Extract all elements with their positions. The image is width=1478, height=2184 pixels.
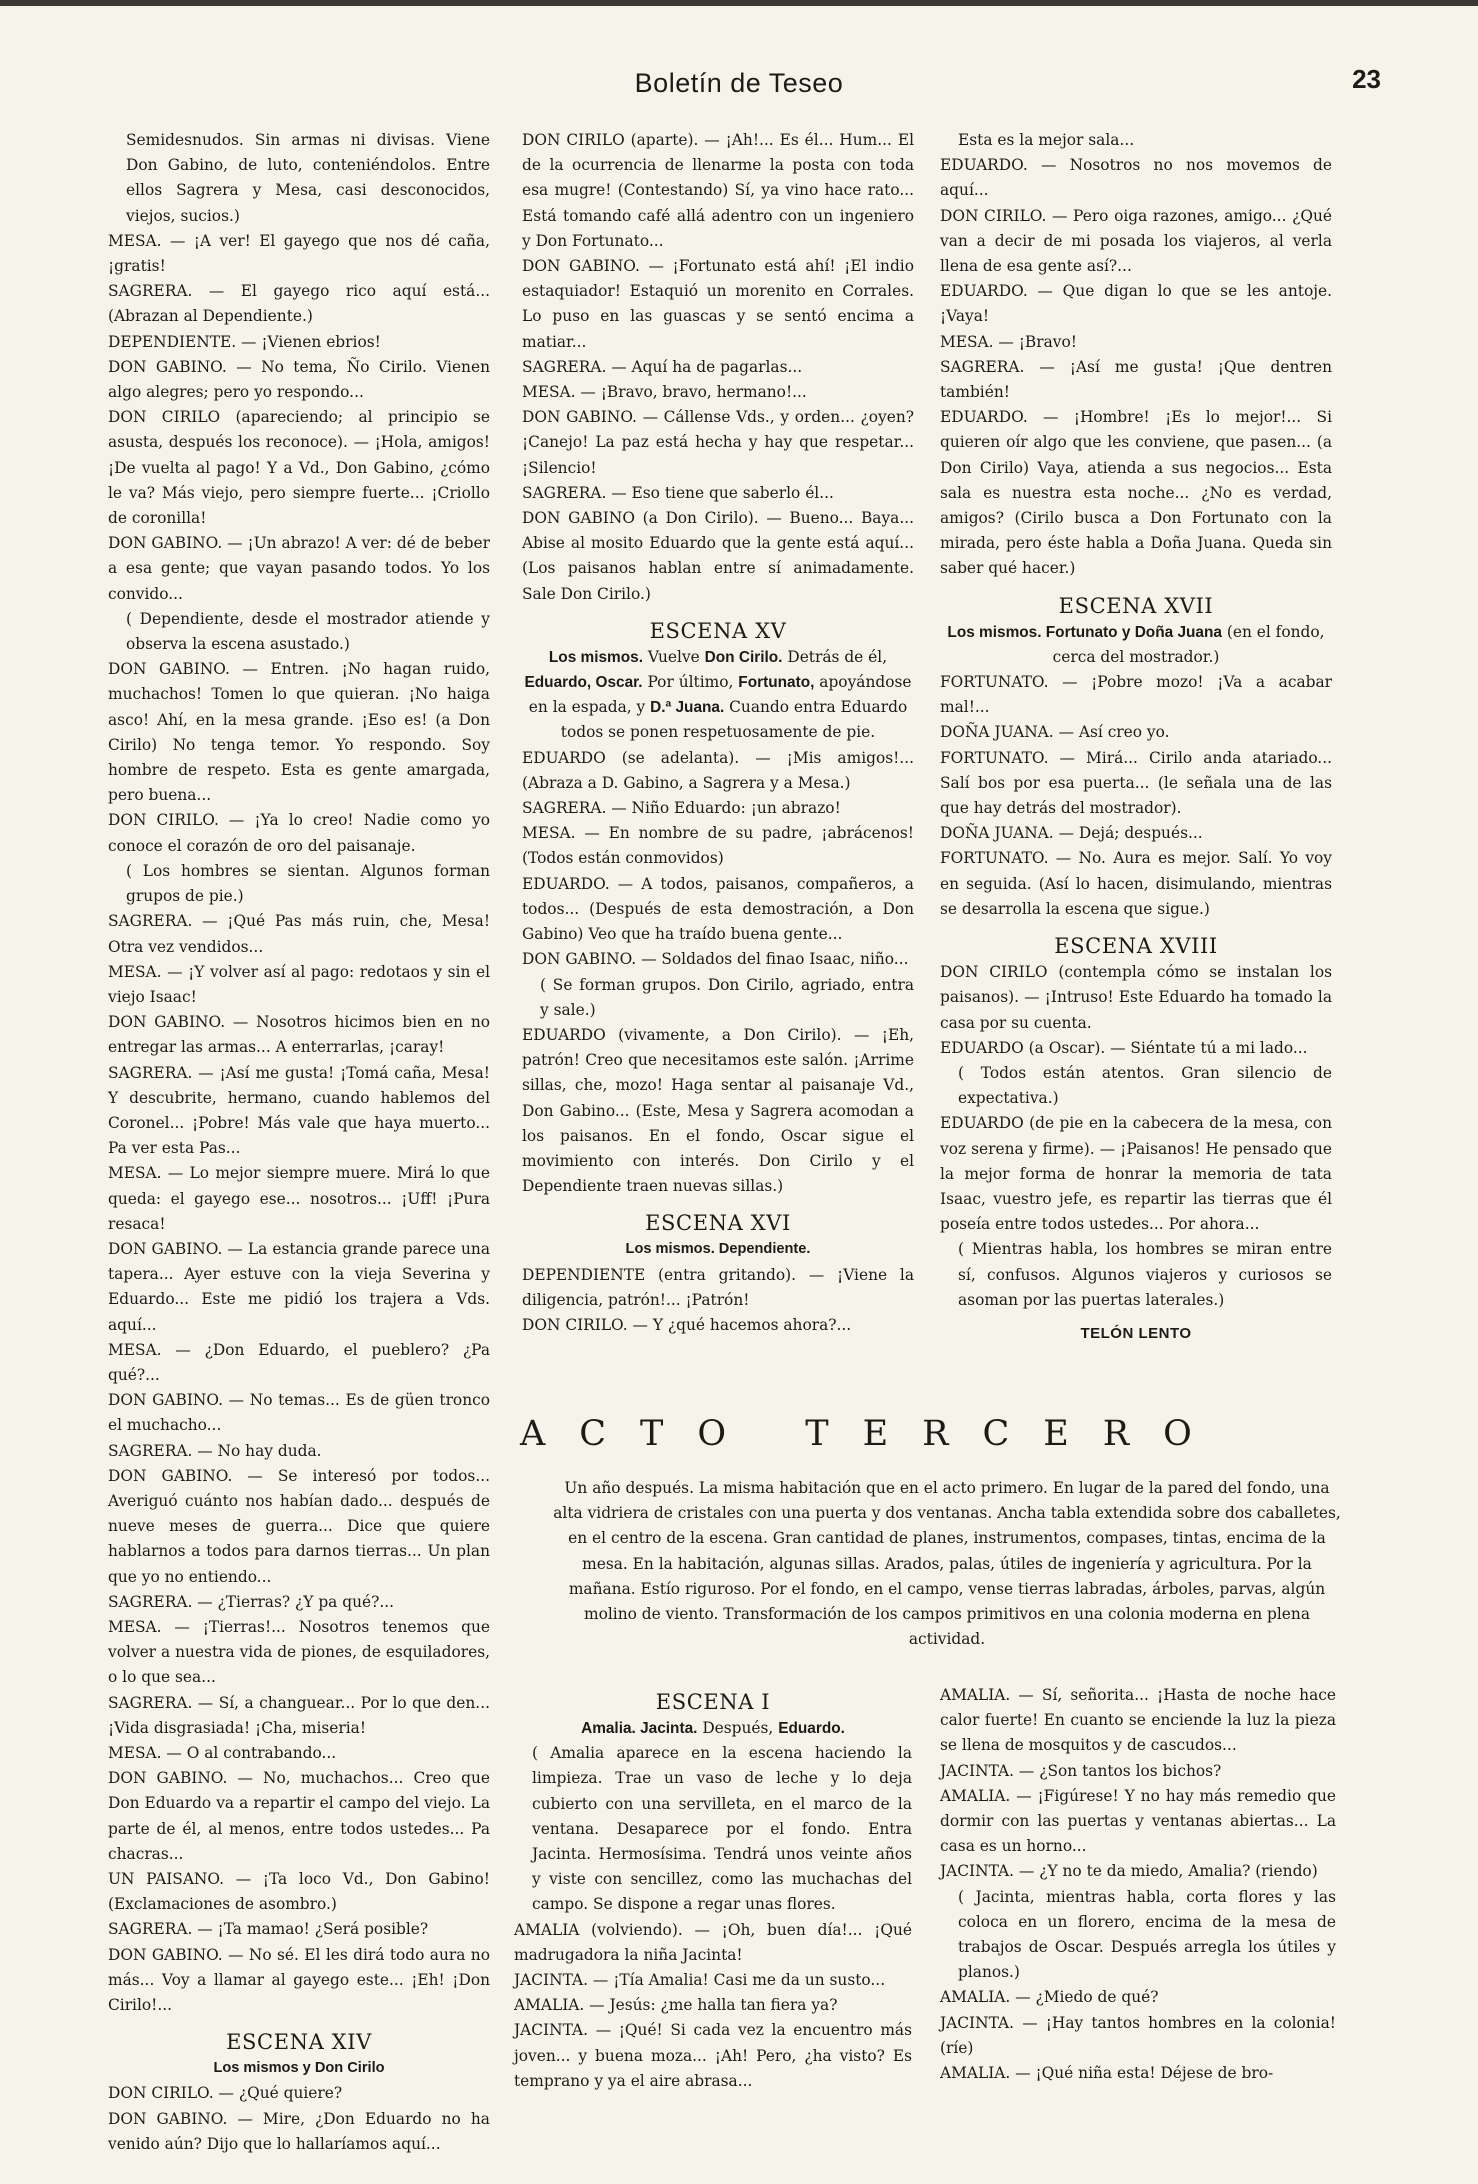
stage-direction: ( Amalia aparece en la escena haciendo la limpieza. Trae un vaso de leche y lo deja cubierto con una servilleta, en el marco de la ventana. Desaparece por el fondo. Entra Jacinta. Hermosísima. Tendrá unos veinte años y viste con sencillez, como las muchachas del campo. Se dispone a regar unas flores.	[532, 1744, 912, 1914]
dialogue-line: AMALIA (volviendo). — ¡Oh, buen día!... ¡Qué madrugadora la niña Jacinta!	[514, 1920, 912, 1964]
scene-characters: Amalia. Jacinta. Después, Eduardo.	[581, 1719, 845, 1737]
dialogue-line: SAGRERA. — ¿Tierras? ¿Y pa qué?...	[108, 1592, 395, 1611]
dialogue-line: SAGRERA. — Aquí ha de pagarlas...	[522, 357, 803, 376]
dialogue-line: SAGRERA. — No hay duda.	[108, 1441, 322, 1460]
dialogue-line: DOÑA JUANA. — Así creo yo.	[940, 723, 1170, 742]
scene-characters: Los mismos y Don Cirilo	[213, 2060, 385, 2077]
dialogue-line: AMALIA. — ¡Qué niña esta! Déjese de bro-	[940, 2064, 1274, 2083]
dialogue-line: DON CIRILO. — Pero oiga razones, amigo... ¿Qué van a decir de mi posada los viajeros, al verla llena de esa gente así?...	[940, 206, 1332, 276]
dialogue-line: SAGRERA. — El gayego rico aquí está... (Abrazan al Dependiente.)	[108, 282, 490, 326]
act-description: Un año después. La misma habitación que en el acto primero. En lugar de la pared del fondo, una alta vidriera de cristales con una puerta y dos ventanas. Ancha tabla extendida sobre dos caballetes, en el centro de la escena. Gran cantidad de planes, instrumentos, compases, tintas, encima de la mesa. En la habitación, algunas sillas. Arados, palas, útiles de ingeniería y agricultura. Por la mañana. Estío riguroso. Por el fondo, en el campo, vense tierras labradas, árboles, parvas, algún molino de viento. Transformación de los campos primitivos en una colonia moderna en plena actividad.	[553, 1479, 1341, 1649]
stage-direction: ( Dependiente, desde el mostrador atiende y observa la escena asustado.)	[126, 609, 490, 654]
dialogue-line: EDUARDO. — A todos, paisanos, compañeros, a todos... (Después de esta demostración, a Don Gabino) Veo que ha traído buena gente...	[522, 874, 914, 944]
page-number: 23	[1352, 64, 1381, 94]
dialogue-line: DON GABINO (a Don Cirilo). — Bueno... Baya... Abise al mosito Eduardo que la gente está aquí... (Los paisanos hablan entre sí animadamente. Sale Don Cirilo.)	[522, 509, 914, 603]
dialogue-line: EDUARDO (a Oscar). — Siéntate tú a mi lado...	[940, 1038, 1308, 1057]
dialogue-line: DON GABINO. — Soldados del finao Isaac, niño...	[522, 950, 909, 969]
dialogue-line: AMALIA. — Jesús: ¿me halla tan fiera ya?	[514, 1996, 838, 2015]
dialogue-line: JACINTA. — ¿Y no te da miedo, Amalia? (riendo)	[940, 1862, 1318, 1881]
scene-heading: ESCENA XVII	[1058, 593, 1214, 618]
dialogue-line: SAGRERA. — ¡Qué Pas más ruin, che, Mesa! Otra vez vendidos...	[108, 912, 490, 956]
dialogue-line: MESA. — ¡A ver! El gayego que nos dé caña, ¡gratis!	[108, 231, 490, 276]
dialogue-line: DON GABINO. — Entren. ¡No hagan ruido, muchachos! Tomen lo que quieran. ¡No haiga asco! Ahí, en la mesa grande. ¡Eso es! (a Don Cirilo) No tenga temor. Yo respondo. Soy hombre de respeto. Esta es gente amargada, pero buena...	[108, 660, 490, 805]
dialogue-line: DON GABINO. — Nosotros hicimos bien en no entregar las armas... A enterrarlas, ¡caray!	[108, 1013, 490, 1057]
scene-characters: Los mismos. Fortunato y Doña Juana (en el fondo, cerca del mostrador.)	[947, 622, 1325, 666]
act-heading: ACTO TERCERO	[520, 1414, 1226, 1454]
dialogue-line: DON GABINO. — ¡Un abrazo! A ver: dé de beber a esa gente; que vayan pasando todos. Yo los convido...	[108, 534, 490, 603]
dialogue-line: JACINTA. — ¡Tía Amalia! Casi me da un susto...	[514, 1971, 886, 1990]
dialogue-line: MESA. — En nombre de su padre, ¡abrácenos! (Todos están conmovidos)	[522, 824, 914, 868]
dialogue-line: MESA. — Lo mejor siempre muere. Mirá lo que queda: el gayego ese... nosotros... ¡Uff! ¡Pura resaca!	[108, 1164, 490, 1233]
dialogue-line: JACINTA. — ¡Qué! Si cada vez la encuentro más joven... y buena moza... ¡Ah! Pero, ¿ha visto? Es temprano y ya el aire abrasa...	[514, 2021, 912, 2090]
dialogue-line: EDUARDO (se adelanta). — ¡Mis amigos!... (Abraza a D. Gabino, a Sagrera y a Mesa.)	[522, 748, 914, 792]
dialogue-line: DOÑA JUANA. — Dejá; después...	[940, 824, 1203, 843]
dialogue-line: SAGRERA. — Eso tiene que saberlo él...	[522, 483, 834, 502]
stage-direction: ( Jacinta, mientras habla, corta flores y las coloca en un florero, encima de la mesa de trabajos de Oscar. Después arregla los útiles y planos.)	[958, 1887, 1336, 1982]
dialogue-line: MESA. — ¡Bravo, bravo, hermano!...	[522, 383, 807, 402]
dialogue-line: SAGRERA. — ¡Ta mamao! ¿Será posible?	[108, 1920, 429, 1939]
dialogue-line: MESA. — O al contrabando...	[108, 1744, 337, 1762]
scene-heading: ESCENA XIV	[226, 2030, 372, 2055]
scene-heading: ESCENA XVI	[645, 1211, 791, 1236]
dialogue-line: DON CIRILO (contempla cómo se instalan los paisanos). — ¡Intruso! Este Eduardo ha tomado la casa por su cuenta.	[940, 963, 1332, 1032]
stage-direction: ( Se forman grupos. Don Cirilo, agriado, entra y sale.)	[540, 975, 914, 1019]
dialogue-line: DON GABINO. — Mire, ¿Don Eduardo no ha venido aún? Dijo que lo hallaríamos aquí...	[108, 2109, 490, 2153]
dialogue-line: EDUARDO (vivamente, a Don Cirilo). — ¡Eh, patrón! Creo que necesitamos este salón. ¡Arrime sillas, che, mozo! Haga sentar al paisanaje Vd., Don Gabino... (Este, Mesa y Sagrera acomodan a los paisanos. En el fondo, Oscar sigue el movimiento con interés. Don Cirilo y el Dependiente traen nuevas sillas.)	[522, 1025, 914, 1196]
dialogue-line: JACINTA. — ¿Son tantos los bichos?	[940, 1761, 1222, 1780]
scene-heading: ESCENA XVIII	[1054, 934, 1218, 959]
scene-characters: Los mismos. Vuelve Don Cirilo. Detrás de él, Eduardo, Oscar. Por último, Fortunato, apoyándose en la espada, y D.ª Juana. Cuando entra Eduardo todos se ponen respetuosamente de pie.	[524, 647, 912, 742]
dialogue-line: MESA. — ¡Bravo!	[940, 332, 1077, 351]
dialogue-line: SAGRERA. — Niño Eduardo: ¡un abrazo!	[522, 799, 841, 818]
column-lower-right	[940, 1683, 1336, 2086]
dialogue-line: MESA. — ¡Y volver así al pago: redotaos y sin el viejo Isaac!	[108, 962, 490, 1006]
dialogue-line: DEPENDIENTE. — ¡Vienen ebrios!	[108, 332, 381, 351]
dialogue-line: DON CIRILO. — ¡Ya lo creo! Nadie como yo conoce el corazón de oro del paisanaje.	[108, 811, 490, 855]
dialogue-line: AMALIA. — Sí, señorita... ¡Hasta de noche hace calor fuerte! En cuanto se enciende la luz la pieza se llena de mosquitos y de cascudos...	[940, 1686, 1336, 1755]
dialogue-line: EDUARDO. — ¡Hombre! ¡Es lo mejor!... Si quieren oír algo que les conviene, que pasen... (a Don Cirilo) Vaya, atienda a sus negocios... Esta sala es nuestra esta noche... ¿No es verdad, amigos? (Cirilo busca a Don Fortunato con la mirada, pero éste habla a Doña Juana. Queda sin saber qué hacer.)	[940, 408, 1332, 578]
dialogue-line: DON CIRILO. — ¿Qué quiere?	[108, 2084, 343, 2103]
dialogue-line: Esta es la mejor sala...	[958, 131, 1135, 149]
column-left	[108, 128, 490, 2157]
stage-direction: ( Mientras habla, los hombres se miran entre sí, confusos. Algunos viajeros y curiosos se asoman por las puertas laterales.)	[958, 1240, 1332, 1309]
dialogue-line: DON GABINO. — No temas... Es de güen tronco el muchacho...	[108, 1391, 490, 1435]
dialogue-line: DON CIRILO. — Y ¿qué hacemos ahora?...	[522, 1315, 852, 1334]
stage-direction: ( Los hombres se sientan. Algunos forman grupos de pie.)	[126, 861, 490, 906]
dialogue-line: SAGRERA. — Sí, a changuear... Por lo que den... ¡Vida disgrasiada! ¡Cha, miseria!	[108, 1693, 490, 1737]
dialogue-line: JACINTA. — ¡Hay tantos hombres en la colonia! (ríe)	[940, 2013, 1336, 2057]
journal-title: Boletín de Teseo	[634, 68, 844, 98]
column-right	[940, 128, 1332, 1346]
dialogue-line: AMALIA. — ¡Figúrese! Y no hay más remedio que dormir con las puertas y ventanas abiertas... La casa es un horno...	[940, 1786, 1336, 1856]
stage-direction: Semidesnudos. Sin armas ni divisas. Viene Don Gabino, de luto, conteniéndolos. Entre ellos Sagrera y Mesa, casi desconocidos, viejos, sucios.)	[126, 131, 490, 225]
dialogue-line: FORTUNATO. — ¡Pobre mozo! ¡Va a acabar mal!...	[940, 673, 1332, 717]
dialogue-line: SAGRERA. — ¡Así me gusta! ¡Que dentren también!	[940, 357, 1332, 402]
top-edge	[0, 0, 1478, 6]
dialogue-line: DON GABINO. — No tema, Ño Cirilo. Vienen algo alegres; pero yo respondo...	[108, 357, 490, 402]
stage-direction: ( Todos están atentos. Gran silencio de expectativa.)	[958, 1063, 1332, 1108]
dialogue-line: EDUARDO (de pie en la cabecera de la mesa, con voz serena y firme). — ¡Paisanos! He pensado que la mejor forma de honrar la memoria de tata Isaac, vuestro jefe, es repartir las tierras que él poseía entre todos ustedes... Por ahora...	[940, 1114, 1332, 1234]
dialogue-line: FORTUNATO. — Mirá... Cirilo anda atariado... Salí bos por esa puerta... (le señala una de las que hay detrás del mostrador).	[940, 748, 1332, 818]
dialogue-line: DON GABINO. — La estancia grande parece una tapera... Ayer estuve con la vieja Severina y Eduardo... Este me pidió los trajera a Vds. aquí...	[108, 1239, 490, 1334]
dialogue-line: DON GABINO. — Se interesó por todos... Averiguó cuánto nos habían dado... después de nueve meses de guerra... Dice que quiere hablarnos a todos para darnos tierras... Un plan que yo no entiendo...	[108, 1466, 490, 1586]
dialogue-line: DEPENDIENTE (entra gritando). — ¡Viene la diligencia, patrón!... ¡Patrón!	[522, 1265, 914, 1309]
dialogue-line: EDUARDO. — Nosotros no nos movemos de aquí...	[940, 156, 1332, 200]
dialogue-line: DON CIRILO (apareciendo; al principio se asusta, después los reconoce). — ¡Hola, amigos! ¡De vuelta al pago! Y a Vd., Don Gabino, ¿cómo le va? Más viejo, pero siempre fuerte... ¡Criollo de coronilla!	[108, 408, 490, 528]
curtain-note: TELÓN LENTO	[1080, 1324, 1192, 1342]
dialogue-line: DON GABINO. — No, muchachos... Creo que Don Eduardo va a repartir el campo del viejo. La parte de él, al menos, entre todos ustedes... Pa chacras...	[108, 1769, 490, 1863]
dialogue-line: EDUARDO. — Que digan lo que se les antoje. ¡Vaya!	[940, 282, 1332, 326]
column-middle	[522, 128, 914, 1338]
dialogue-line: SAGRERA. — ¡Así me gusta! ¡Tomá caña, Mesa! Y descubrite, hermano, cuando hablemos del Coronel... ¡Pobre! Más vale que haya muerto... Pa ver esta Pas...	[108, 1063, 490, 1158]
dialogue-line: AMALIA. — ¿Miedo de qué?	[940, 1988, 1159, 2007]
dialogue-line: MESA. — ¡Tierras!... Nosotros tenemos que volver a nuestra vida de piones, de esquiladores, o lo que sea...	[108, 1617, 490, 1687]
dialogue-line: DON CIRILO (aparte). — ¡Ah!... Es él... Hum... El de la ocurrencia de llenarme la posta con toda esa mugre! (Contestando) Sí, ya vino hace rato... Está tomando café allá adentro con un ingeniero y Don Fortunato...	[522, 131, 914, 250]
dialogue-line: DON GABINO. — Cállense Vds., y orden... ¿oyen? ¡Canejo! La paz está hecha y hay que respetar... ¡Silencio!	[522, 408, 914, 477]
dialogue-line: DON GABINO. — ¡Fortunato está ahí! ¡El indio estaquiador! Estaquió un morenito en Corrales. Lo puso en las guascas y se sentó encima a matiar...	[522, 257, 914, 351]
dialogue-line: DON GABINO. — No sé. El les dirá todo aura no más... Voy a llamar al gayego este... ¡Eh! ¡Don Cirilo!...	[108, 1945, 490, 2015]
dialogue-line: MESA. — ¿Don Eduardo, el pueblero? ¿Pa qué?...	[108, 1340, 490, 1384]
column-lower-left	[514, 1688, 912, 2094]
dialogue-line: UN PAISANO. — ¡Ta loco Vd., Don Gabino! (Exclamaciones de asombro.)	[108, 1870, 490, 1914]
scene-heading: ESCENA I	[655, 1690, 771, 1714]
scene-heading: ESCENA XV	[649, 618, 787, 643]
scene-characters: Los mismos. Dependiente.	[625, 1241, 811, 1258]
dialogue-line: FORTUNATO. — No. Aura es mejor. Salí. Yo voy en seguida. (Así lo hacen, disimulando, mientras se desarrolla la escena que sigue.)	[940, 849, 1332, 918]
